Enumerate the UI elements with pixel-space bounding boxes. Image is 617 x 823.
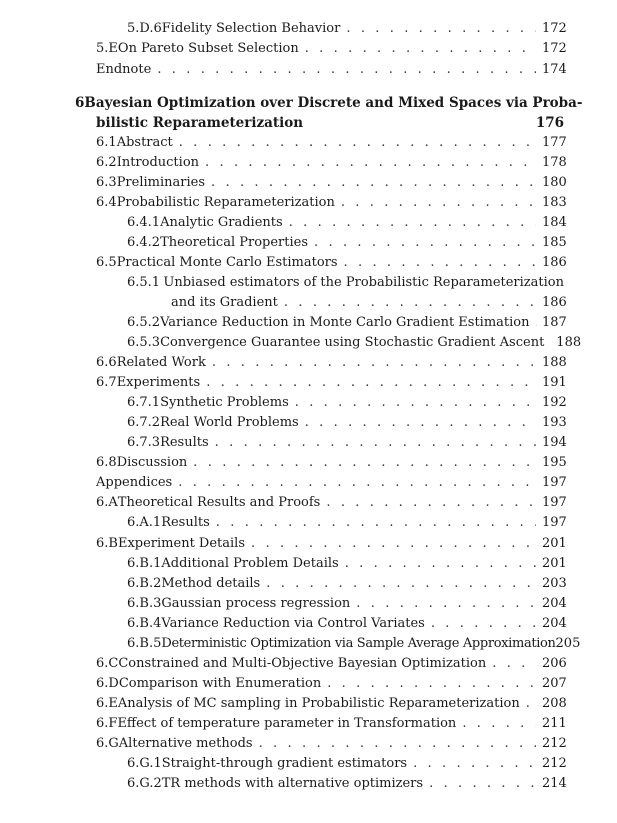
toc-entry-6-1[interactable] bbox=[96, 135, 567, 151]
dot-leader bbox=[251, 536, 536, 552]
toc-entry-6-G-2[interactable] bbox=[127, 776, 567, 792]
toc-page: 201 bbox=[542, 556, 567, 571]
toc-page: 180 bbox=[542, 175, 567, 190]
dot-leader bbox=[205, 155, 536, 171]
dot-leader bbox=[211, 175, 536, 191]
toc-entry-6-B-2[interactable] bbox=[127, 576, 567, 592]
dot-leader bbox=[413, 756, 536, 772]
toc-title: Experiment Details bbox=[117, 536, 246, 551]
toc-chapter-6-line1[interactable] bbox=[75, 95, 583, 111]
toc-number: 6.4.1 bbox=[127, 215, 161, 230]
toc-entry-6-3[interactable] bbox=[96, 175, 567, 191]
toc-number: 6.4 bbox=[96, 195, 117, 210]
toc-title: Deterministic Optimization via Sample Average Approximation bbox=[161, 636, 556, 651]
toc-number: 6.B.3 bbox=[127, 596, 162, 611]
toc-number: 6.3 bbox=[96, 175, 117, 190]
dot-leader bbox=[216, 515, 536, 531]
toc-number: 6.B.5 bbox=[127, 636, 162, 651]
toc-page: 195 bbox=[542, 455, 567, 470]
toc-title: Gaussian process regression bbox=[161, 596, 351, 611]
dot-leader bbox=[344, 255, 536, 271]
dot-leader bbox=[266, 576, 536, 592]
toc-title: Real World Problems bbox=[160, 415, 299, 430]
dot-leader bbox=[178, 475, 536, 491]
toc-title: Variance Reduction in Monte Carlo Gradient Estimation bbox=[160, 315, 530, 330]
toc-number: 6.G.2 bbox=[127, 776, 162, 791]
dot-leader bbox=[492, 656, 536, 672]
dot-leader bbox=[326, 495, 536, 511]
toc-title: Variance Reduction via Control Variates bbox=[161, 616, 425, 631]
toc-title: Related Work bbox=[116, 355, 206, 370]
toc-entry-6-G-1[interactable] bbox=[127, 756, 567, 772]
toc-title: Results bbox=[161, 515, 210, 530]
dot-leader bbox=[431, 616, 536, 632]
toc-page: 197 bbox=[542, 495, 567, 510]
toc-page: 188 bbox=[542, 355, 567, 370]
dot-leader bbox=[259, 736, 536, 752]
toc-page: 204 bbox=[542, 596, 567, 611]
toc-title: Effect of temperature parameter in Transformation bbox=[117, 716, 457, 731]
toc-number: 6.2 bbox=[96, 155, 117, 170]
toc-entry-6-G[interactable] bbox=[96, 736, 567, 752]
toc-title: Method details bbox=[161, 576, 261, 591]
toc-entry-6-B-4[interactable] bbox=[127, 616, 567, 632]
toc-title: Theoretical Results and Proofs bbox=[117, 495, 321, 510]
dot-leader bbox=[429, 776, 536, 792]
toc-title: Fidelity Selection Behavior bbox=[161, 21, 341, 36]
dot-leader bbox=[215, 435, 536, 451]
toc-title: Results bbox=[160, 435, 209, 450]
toc-entry-6-B-5[interactable] bbox=[127, 636, 581, 652]
toc-entry-endnote[interactable] bbox=[96, 62, 567, 78]
dot-leader bbox=[305, 415, 536, 431]
toc-page: 212 bbox=[542, 756, 567, 771]
toc-title: Synthetic Problems bbox=[160, 395, 289, 410]
dot-leader bbox=[346, 21, 536, 37]
toc-number: 6.5.2 bbox=[127, 315, 161, 330]
toc-page: 214 bbox=[542, 776, 567, 791]
toc-entry-6-4[interactable] bbox=[96, 195, 567, 211]
toc-entry-6-5-1-line1[interactable] bbox=[127, 275, 564, 291]
toc-number: 6.E bbox=[96, 696, 118, 711]
toc-page: 178 bbox=[542, 155, 567, 170]
toc-number: 6.5 bbox=[96, 255, 117, 270]
toc-entry-5-D-6[interactable] bbox=[127, 21, 567, 37]
toc-page: 186 bbox=[542, 295, 567, 310]
dot-leader bbox=[526, 696, 536, 712]
toc-page: 208 bbox=[542, 696, 567, 711]
toc-entry-6-A-1[interactable] bbox=[127, 515, 567, 531]
toc-title: Constrained and Multi-Objective Bayesian Optimization bbox=[118, 656, 487, 671]
toc-number: 6.7.1 bbox=[127, 395, 161, 410]
toc-number: 6.G.1 bbox=[127, 756, 162, 771]
dot-leader bbox=[536, 315, 537, 331]
toc-page: 188 bbox=[556, 335, 582, 350]
toc-entry-6-5[interactable] bbox=[96, 255, 567, 271]
toc-page: 183 bbox=[542, 195, 567, 210]
dot-leader bbox=[157, 62, 536, 78]
toc-page: 186 bbox=[542, 255, 567, 270]
toc-page: 201 bbox=[542, 536, 567, 551]
toc-entry-5-E[interactable] bbox=[96, 41, 567, 57]
toc-page: 185 bbox=[542, 235, 567, 250]
toc-entry-6-B[interactable] bbox=[96, 536, 567, 552]
toc-page: 192 bbox=[542, 395, 567, 410]
dot-leader bbox=[284, 295, 536, 311]
toc-entry-6-C[interactable] bbox=[96, 656, 567, 672]
toc-page: 206 bbox=[542, 656, 567, 671]
toc-entry-6-A[interactable] bbox=[96, 495, 567, 511]
toc-title: Practical Monte Carlo Estimators bbox=[116, 255, 338, 270]
toc-page: 203 bbox=[542, 576, 567, 591]
toc-page: 205 bbox=[555, 636, 581, 651]
toc-number: 6.B bbox=[96, 536, 118, 551]
toc-title: Preliminaries bbox=[116, 175, 206, 190]
toc-entry-6-7-1[interactable] bbox=[127, 395, 567, 411]
toc-number: 6.6 bbox=[96, 355, 117, 370]
dot-leader bbox=[356, 596, 536, 612]
toc-page: 197 bbox=[542, 475, 567, 490]
toc-number: 6.A bbox=[96, 495, 118, 510]
toc-number: 6.A.1 bbox=[127, 515, 162, 530]
toc-page: 207 bbox=[542, 676, 567, 691]
toc-page: 197 bbox=[542, 515, 567, 530]
dot-leader bbox=[212, 355, 536, 371]
toc-number: 6.D bbox=[96, 676, 119, 691]
toc-number: 5.E bbox=[96, 41, 118, 56]
toc-entry-6-4-2[interactable] bbox=[127, 235, 567, 251]
toc-number: 6.7.3 bbox=[127, 435, 161, 450]
chapter-number: 6 bbox=[75, 95, 85, 111]
toc-number: 6.5.3 bbox=[127, 335, 161, 350]
toc-page: 174 bbox=[542, 62, 567, 77]
toc-page: 212 bbox=[542, 736, 567, 751]
toc-entry-6-2[interactable] bbox=[96, 155, 567, 171]
toc-title: Analytic Gradients bbox=[160, 215, 283, 230]
toc-page: 187 bbox=[542, 315, 567, 330]
toc-entry-6-5-2[interactable] bbox=[127, 315, 567, 331]
toc-entry-6-7-3[interactable] bbox=[127, 435, 567, 451]
toc-number: 6.B.2 bbox=[127, 576, 162, 591]
toc-entry-appendices[interactable] bbox=[96, 475, 567, 491]
toc-page: 211 bbox=[542, 716, 567, 731]
toc-title: On Pareto Subset Selection bbox=[117, 41, 299, 56]
toc-number: 6.7.2 bbox=[127, 415, 161, 430]
chapter-page: 176 bbox=[535, 115, 564, 131]
toc-entry-6-7[interactable] bbox=[96, 375, 567, 391]
toc-number: 6.F bbox=[96, 716, 118, 731]
toc-number: 6.C bbox=[96, 656, 119, 671]
dot-leader bbox=[206, 375, 536, 391]
toc-title: Endnote bbox=[96, 62, 152, 77]
toc-entry-6-5-3[interactable] bbox=[127, 335, 582, 351]
dot-leader bbox=[305, 41, 536, 57]
dot-leader bbox=[295, 395, 536, 411]
toc-title: Alternative methods bbox=[118, 736, 253, 751]
toc-page: 193 bbox=[542, 415, 567, 430]
dot-leader bbox=[341, 195, 536, 211]
toc-title: Convergence Guarantee using Stochastic Gradient Ascent bbox=[160, 335, 545, 350]
toc-title: Additional Problem Details bbox=[161, 556, 339, 571]
toc-entry-6-8[interactable] bbox=[96, 455, 567, 471]
toc-title: Experiments bbox=[116, 375, 201, 390]
toc-number: 5.D.6 bbox=[127, 21, 162, 36]
chapter-title-line1: Bayesian Optimization over Discrete and Mixed Spaces via Proba- bbox=[84, 95, 583, 111]
toc-title: Appendices bbox=[96, 475, 173, 490]
toc-number: 6.1 bbox=[96, 135, 117, 150]
dot-leader bbox=[314, 235, 536, 251]
toc-title-line2: and its Gradient bbox=[171, 295, 278, 310]
toc-number: 6.5.1 bbox=[127, 275, 161, 290]
toc-title: Theoretical Properties bbox=[160, 235, 309, 250]
toc-page: 204 bbox=[542, 616, 567, 631]
toc-entry-6-5-1-line2[interactable] bbox=[171, 295, 567, 311]
dot-leader bbox=[345, 556, 536, 572]
toc-entry-6-B-3[interactable] bbox=[127, 596, 567, 612]
dot-leader bbox=[462, 716, 536, 732]
toc-page: 172 bbox=[542, 41, 567, 56]
toc-number: 6.B.4 bbox=[127, 616, 162, 631]
toc-entry-6-4-1[interactable] bbox=[127, 215, 567, 231]
toc-entry-6-B-1[interactable] bbox=[127, 556, 567, 572]
toc-number: 6.8 bbox=[96, 455, 117, 470]
toc-title-line1: Unbiased estimators of the Probabilistic Reparameterization bbox=[163, 275, 564, 290]
toc-entry-6-6[interactable] bbox=[96, 355, 567, 371]
toc-number: 6.B.1 bbox=[127, 556, 162, 571]
toc-page: 177 bbox=[542, 135, 567, 150]
toc-title: Abstract bbox=[116, 135, 173, 150]
toc-page: 184 bbox=[542, 215, 567, 230]
toc-entry-6-D[interactable] bbox=[96, 676, 567, 692]
toc-title: Comparison with Enumeration bbox=[118, 676, 322, 691]
toc-title: Probabilistic Reparameterization bbox=[116, 195, 335, 210]
dot-leader bbox=[289, 215, 536, 231]
toc-page: 194 bbox=[542, 435, 567, 450]
dot-leader bbox=[193, 455, 536, 471]
toc-number: 6.7 bbox=[96, 375, 117, 390]
toc-entry-6-7-2[interactable] bbox=[127, 415, 567, 431]
toc-title: TR methods with alternative optimizers bbox=[161, 776, 424, 791]
toc-number: 6.4.2 bbox=[127, 235, 161, 250]
toc-title: Straight-through gradient estimators bbox=[161, 756, 408, 771]
toc-page: 191 bbox=[542, 375, 567, 390]
toc-title: Introduction bbox=[116, 155, 200, 170]
toc-entry-6-E[interactable] bbox=[96, 696, 567, 712]
dot-leader bbox=[179, 135, 536, 151]
toc-page: 172 bbox=[542, 21, 567, 36]
toc-title: Analysis of MC sampling in Probabilistic Reparameterization bbox=[117, 696, 520, 711]
chapter-title-line2: bilistic Reparameterization bbox=[96, 115, 304, 131]
dot-leader bbox=[327, 676, 536, 692]
toc-number: 6.G bbox=[96, 736, 119, 751]
toc-title: Discussion bbox=[116, 455, 188, 470]
toc-entry-6-F[interactable] bbox=[96, 716, 567, 732]
toc-chapter-6-line2[interactable] bbox=[96, 115, 564, 131]
